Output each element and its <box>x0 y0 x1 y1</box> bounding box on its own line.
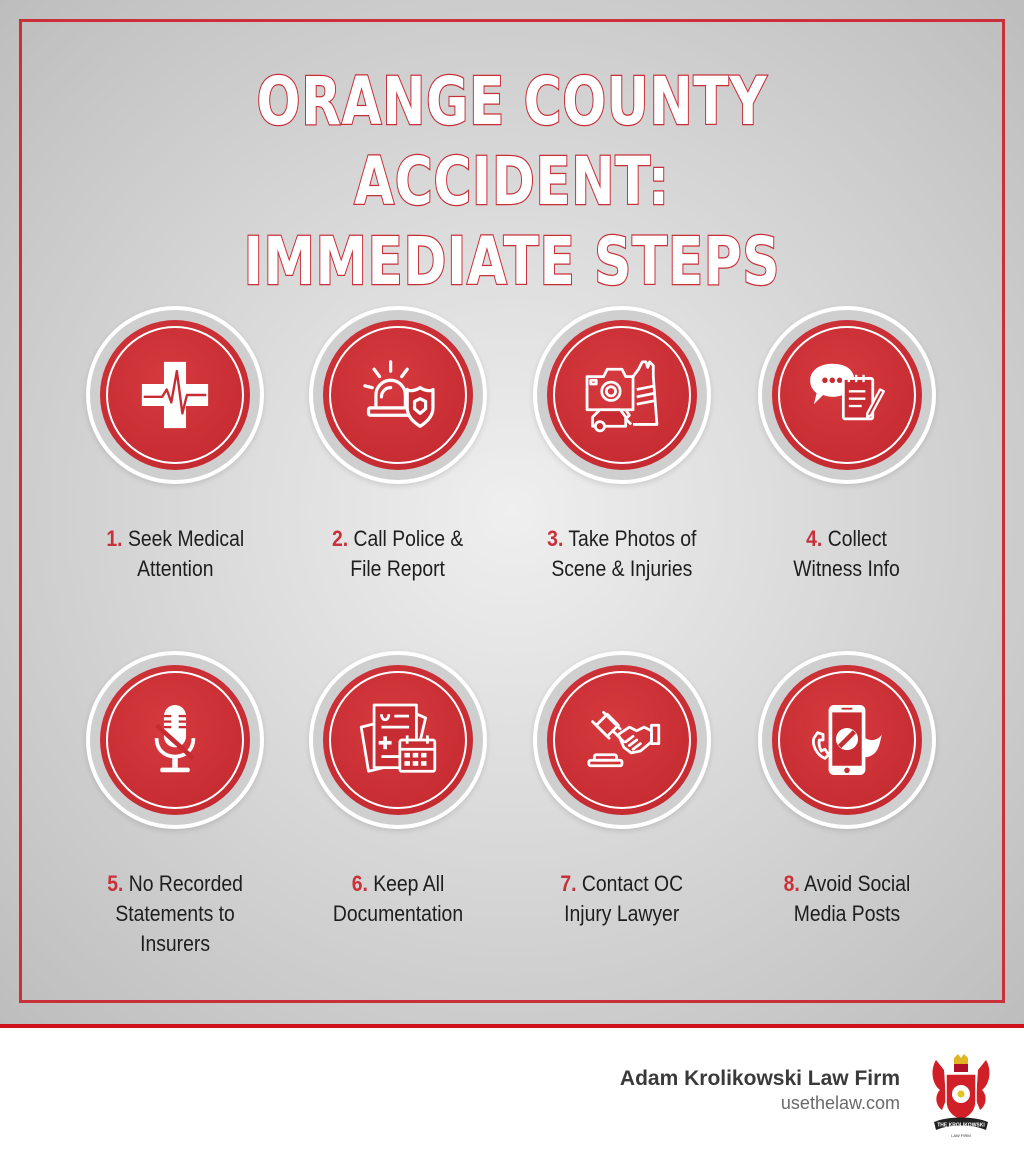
step-badge <box>533 651 711 829</box>
page-title <box>113 62 912 302</box>
step-badge <box>86 651 264 829</box>
title-line-2: IMMEDIATE STEPS <box>243 223 781 300</box>
step-label: 8. Avoid Social Media Posts <box>783 871 911 926</box>
step-label: 4. Collect Witness Info <box>793 526 901 581</box>
step-2 <box>286 306 510 584</box>
step-7 <box>510 651 734 929</box>
brand-url[interactable]: usethelaw.com <box>780 1093 900 1113</box>
step-1 <box>63 306 287 584</box>
step-label: 1. Seek Medical Attention <box>106 526 244 581</box>
step-label: 6. Keep All Documentation <box>332 871 464 926</box>
step-label: 3. Take Photos of Scene & Injuries <box>547 526 697 581</box>
law-firm-crest-logo <box>928 1050 994 1142</box>
chat-notepad-icon <box>801 349 893 441</box>
svg-text:THE KROLIKOWSKI: THE KROLIKOWSKI <box>937 1122 985 1129</box>
step-badge <box>309 651 487 829</box>
phone-no-social-icon <box>801 694 893 786</box>
step-label: 2. Call Police & File Report <box>332 526 464 581</box>
step-8 <box>735 651 959 929</box>
brand-name: Adam Krolikowski Law Firm <box>619 1067 900 1090</box>
step-3 <box>510 306 734 584</box>
step-badge <box>758 306 936 484</box>
step-badge <box>309 306 487 484</box>
microphone-crossed-icon <box>129 694 221 786</box>
gavel-handshake-icon <box>576 694 668 786</box>
footer-brand <box>620 1066 900 1114</box>
step-5 <box>63 651 287 959</box>
step-badge <box>758 651 936 829</box>
title-line-1: ORANGE COUNTY ACCIDENT: <box>256 63 768 220</box>
medical-cross-heartbeat-icon <box>129 349 221 441</box>
step-label: 7. Contact OC Injury Lawyer <box>560 871 684 926</box>
svg-text:LAW FIRM: LAW FIRM <box>951 1133 971 1138</box>
camera-car-injury-icon <box>576 349 668 441</box>
step-6 <box>286 651 510 929</box>
documents-calendar-icon <box>352 694 444 786</box>
step-label: 5. No Recorded Statements to Insurers <box>107 871 243 956</box>
footer-divider <box>0 1024 1024 1028</box>
police-siren-badge-icon <box>352 349 444 441</box>
step-badge <box>86 306 264 484</box>
step-4 <box>735 306 959 584</box>
step-badge <box>533 306 711 484</box>
